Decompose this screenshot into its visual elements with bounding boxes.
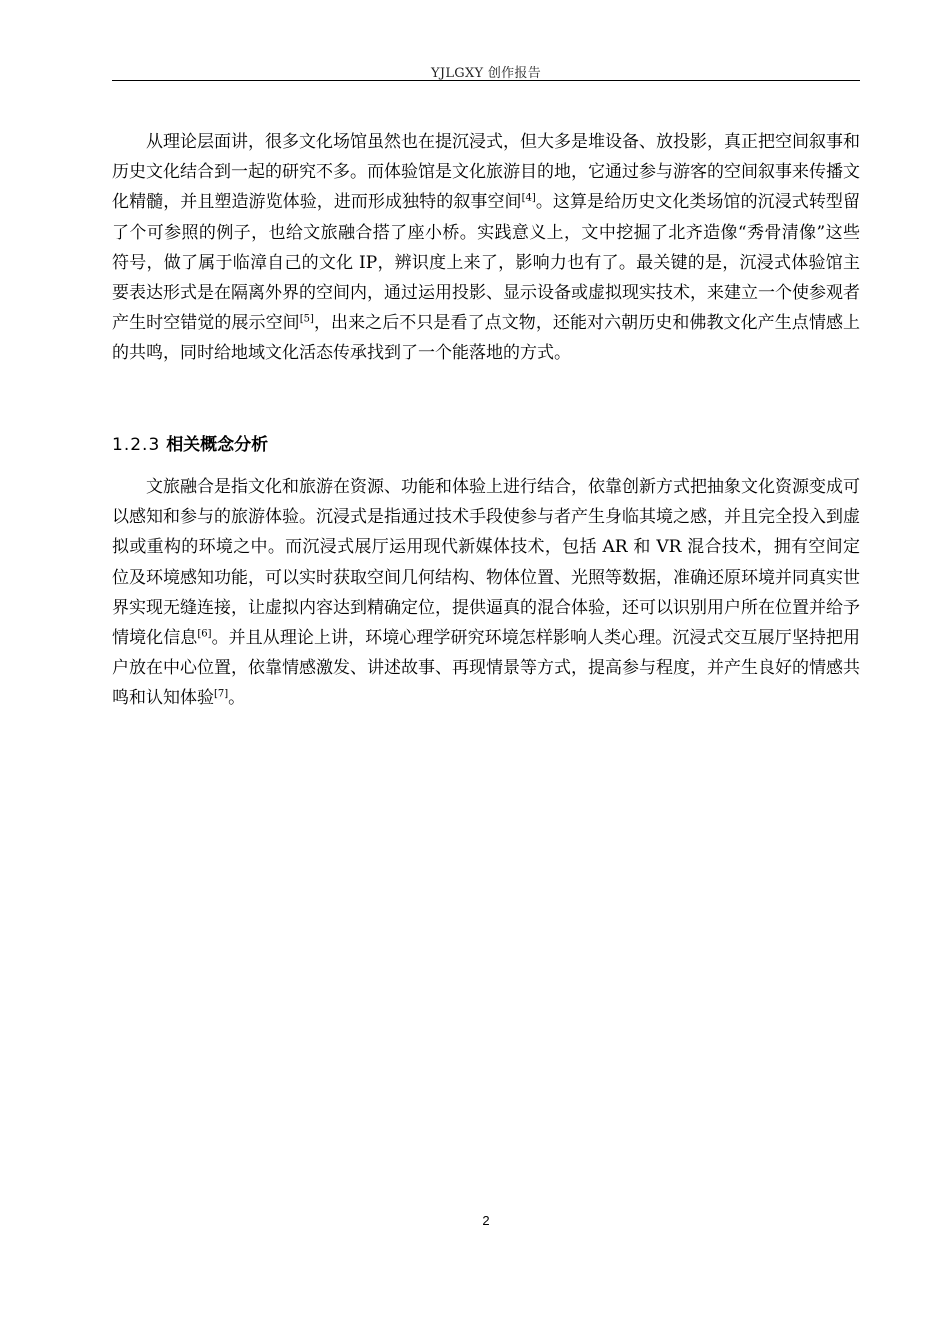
paragraph-text: ，出来之后不只是看了点文物，还能对六朝历史和佛教文化产生点情感上的共鸣，同时给地域文化活态传承找到了一个能落地的方式。 <box>112 313 861 364</box>
page-number: 2 <box>482 1213 490 1228</box>
header-rule <box>112 80 860 81</box>
citation: [4] <box>521 192 536 204</box>
citation: [5] <box>299 313 314 325</box>
paragraph-concepts <box>112 472 860 714</box>
page-header: YJLGXY 创作报告 <box>430 66 542 81</box>
paragraph-theory <box>112 127 860 369</box>
paragraph-text: 从理论层面讲，很多文化场馆虽然也在提沉浸式，但大多是堆设备、放投影，真正把空间叙事和历史文化结合到一起的研究不多。而体验馆是文化旅游目的地，它通过参与游客的空间叙事来传播文化精髓，并且塑造游览体验，进而形成独特的叙事空间 <box>112 132 860 213</box>
paragraph-text: 。并且从理论上讲，环境心理学研究环境怎样影响人类心理。沉浸式交互展厅坚持把用户放在中心位置，依靠情感激发、讲述故事、再现情景等方式，提高参与程度，并产生良好的情感共鸣和认知体验 <box>112 628 861 709</box>
paragraph-text: 。 <box>228 688 246 709</box>
section-number: 1.2.3 <box>112 435 161 455</box>
paragraph-text: 文旅融合是指文化和旅游在资源、功能和体验上进行结合，依靠创新方式把抽象文化资源变成可以感知和参与的旅游体验。沉浸式是指通过技术手段使参与者产生身临其境之感，并且完全投入到虚拟或重构的环境之中。而沉浸式展厅运用现代新媒体技术，包括 AR 和 VR 混合技术，拥有空间定位及环境感知功能，可以实时获取空间几何结构、物体位置、光照等数据，准确还原环境并同真实世界实现无缝连接，让虚拟内容达到精确定位，提供逼真的混合体验，还可以识别用户所在位置并给予情境化信息 <box>112 477 860 649</box>
citation: [7] <box>214 688 229 700</box>
citation: [6] <box>197 628 212 640</box>
section-title: 相关概念分析 <box>166 435 269 455</box>
section-heading <box>112 430 268 455</box>
paragraph-text: 。这算是给历史文化类场馆的沉浸式转型留了个可参照的例子，也给文旅融合搭了座小桥。实践意义上，文中挖掘了北齐造像“秀骨清像”这些符号，做了属于临漳自己的文化 IP，辨识度上来了，影响力也有了。最关键的是，沉浸式体验馆主要表达形式是在隔离外界的空间内，通过运用投影、显示设备或虚拟现实技术，来建立一个使参观者产生时空错觉的展示空间 <box>112 192 860 334</box>
